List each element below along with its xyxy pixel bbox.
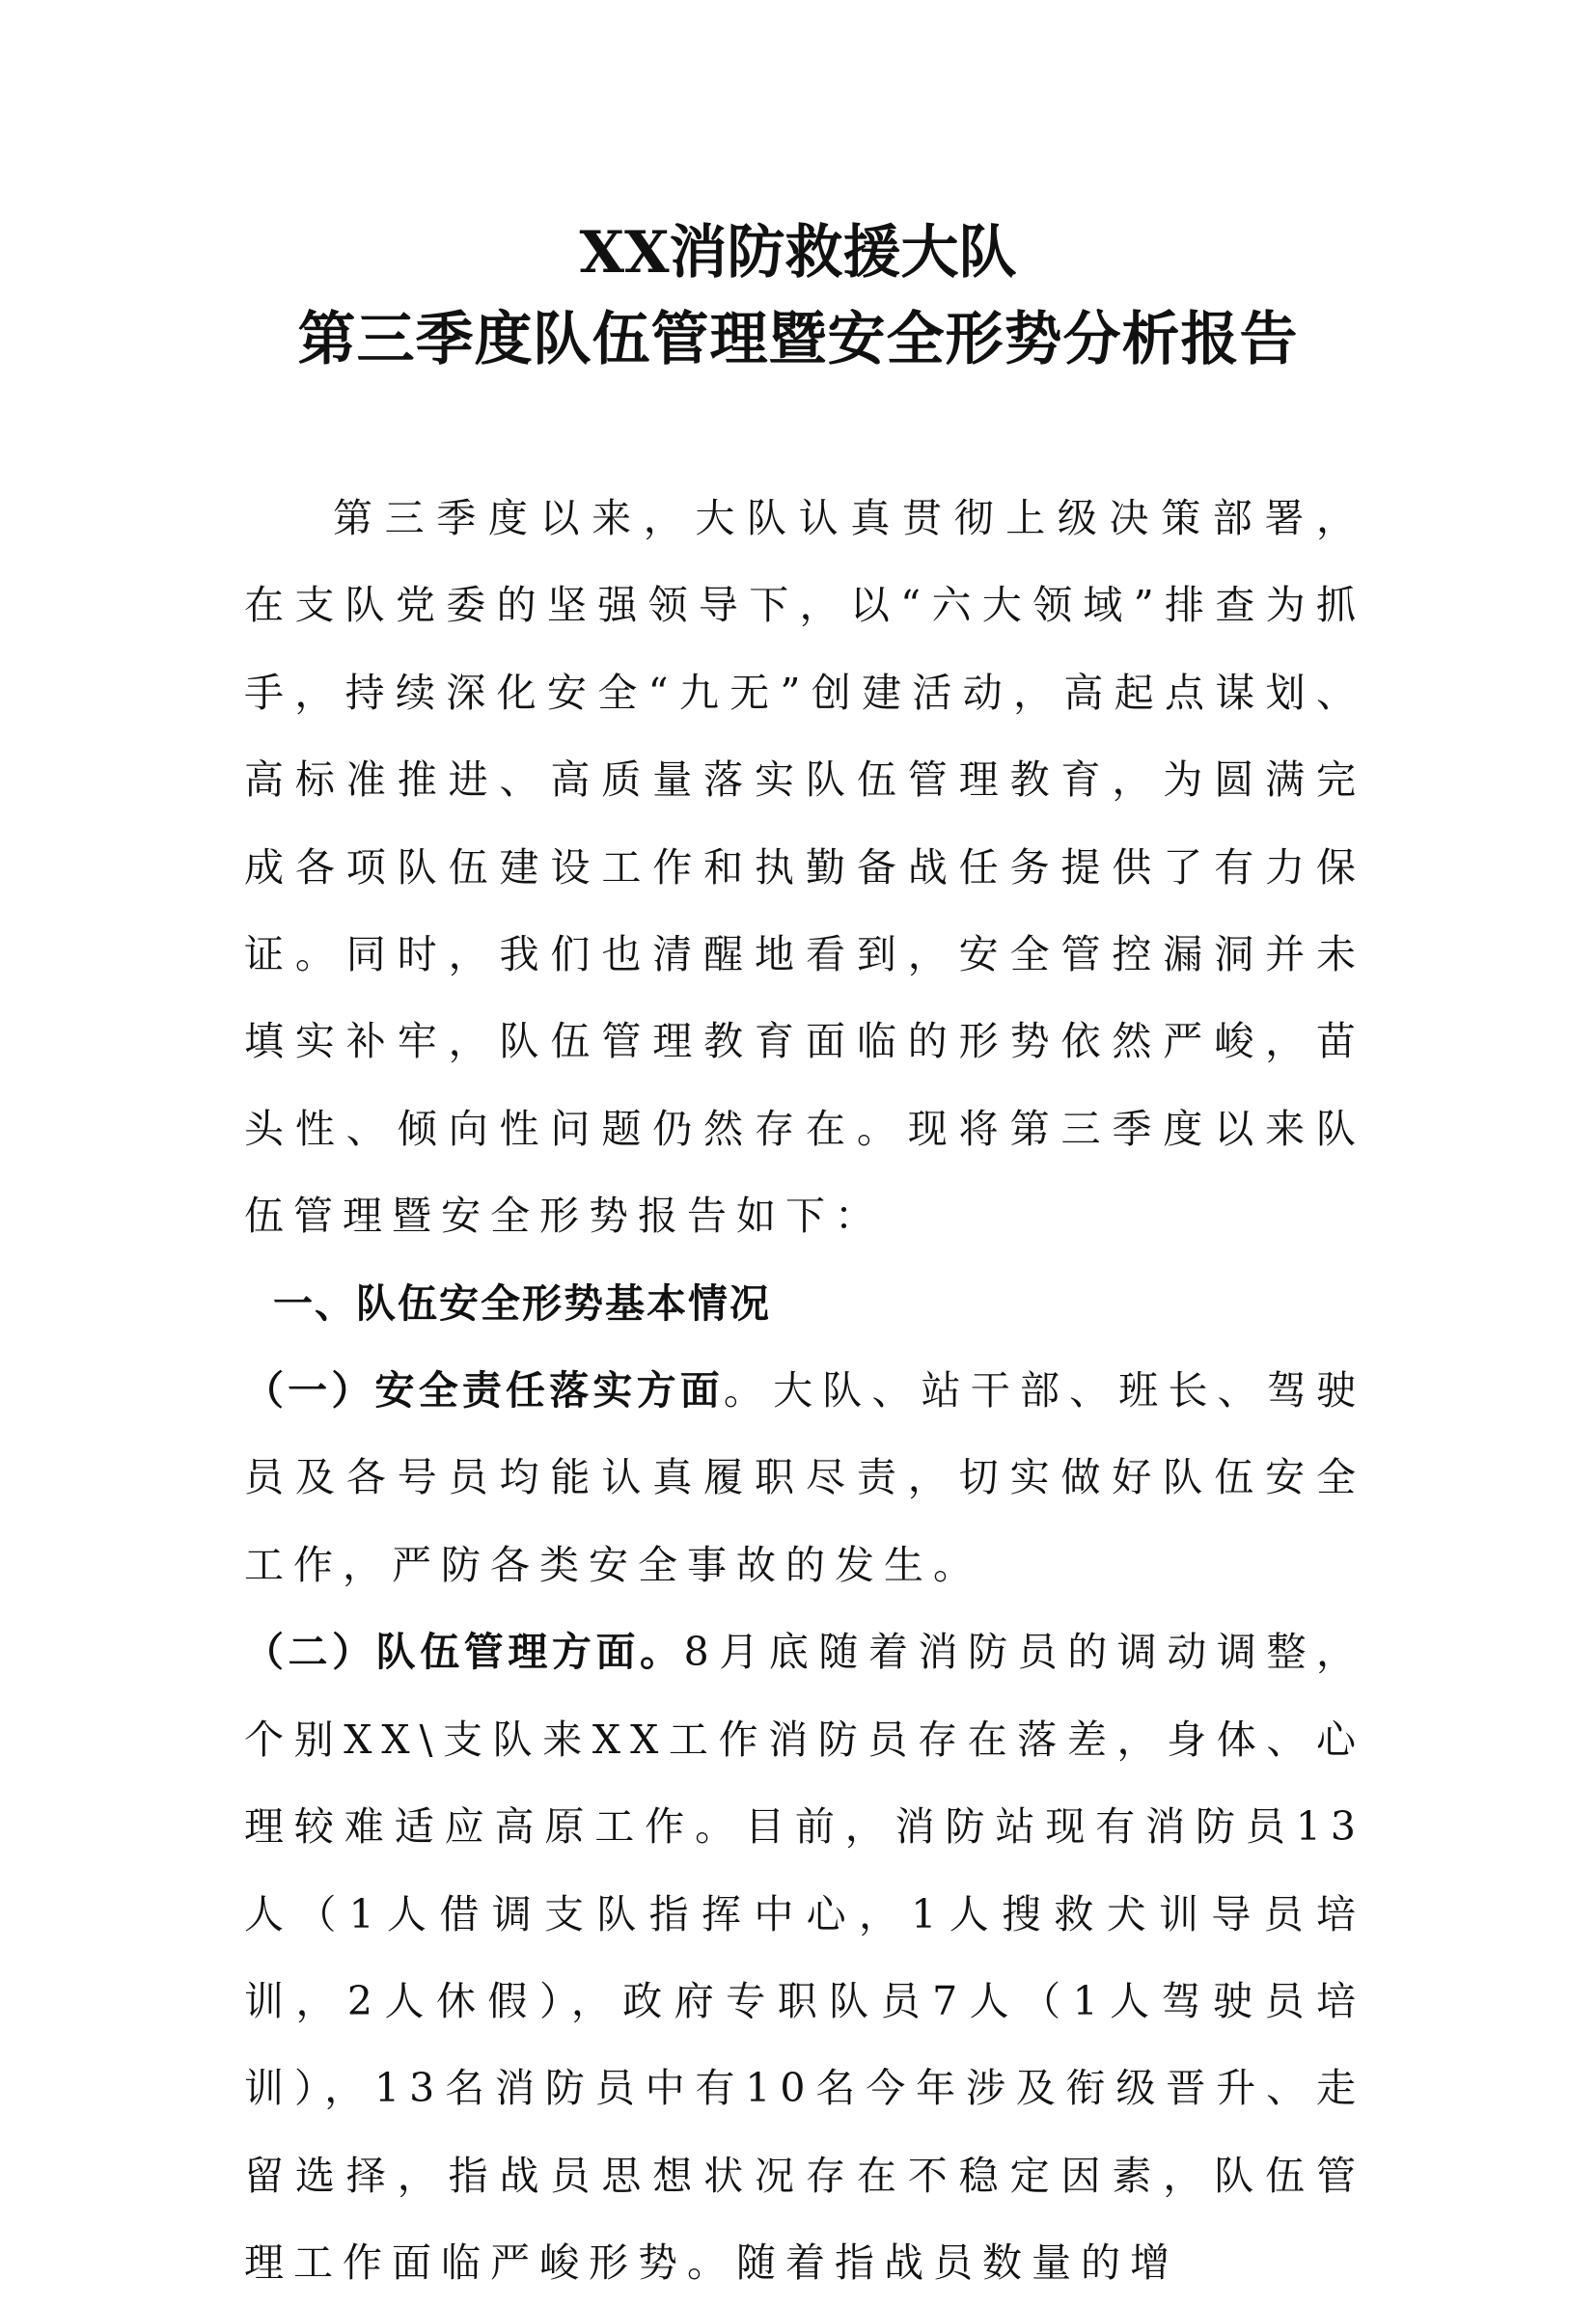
subsection-1-text: 。大队、站干部、班长、驾驶员及各号员均能认真履职尽责，切实做好队伍安全工作，严防各类安全事故的发生。 <box>244 1367 1366 1588</box>
section-heading-1: 一、队伍安全形势基本情况 <box>273 1279 771 1327</box>
document-title-line2: 第三季度队伍管理暨安全形势分析报告 <box>297 306 1299 373</box>
intro-paragraph: 第三季度以来，大队认真贯彻上级决策部署，在支队党委的坚强领导下，以“六大领域”排查为抓手，持续深化安全“九无”创建活动，高起点谋划、高标准推进、高质量落实队伍管理教育，为圆满完成各项队伍建设工作和执勤备战任务提供了有力保证。同时，我们也清醒地看到，安全管控漏洞并未填实补牢，队伍管理教育面临的形势依然严峻，苗头性、倾向性问题仍然存在。现将第三季度以来队伍管理暨安全形势报告如下： <box>244 495 1365 1240</box>
document-body <box>244 475 1365 2307</box>
subsection-2-paragraph <box>244 1608 1365 2306</box>
subsection-2-heading: （二）队伍管理方面。 <box>244 1629 684 1676</box>
subsection-1-heading: （一）安全责任落实方面 <box>244 1367 724 1414</box>
document-title-line1: XX消防救援大队 <box>579 219 1017 287</box>
subsection-2-text: 8月底随着消防员的调动调整，个别XX\支队来XX工作消防员存在落差，身体、心理较难适应高原工作。目前，消防站现有消防员13人（1人借调支队指挥中心，1人搜救犬训导员培训，2人休假），政府专职队员7人（1人驾驶员培训），13名消防员中有10名今年涉及衔级晋升、走留选择，指战员思想状况存在不稳定因素，队伍管理工作面临严峻形势。随着指战员数量的增 <box>244 1629 1366 2287</box>
subsection-1-paragraph <box>244 1347 1365 1608</box>
